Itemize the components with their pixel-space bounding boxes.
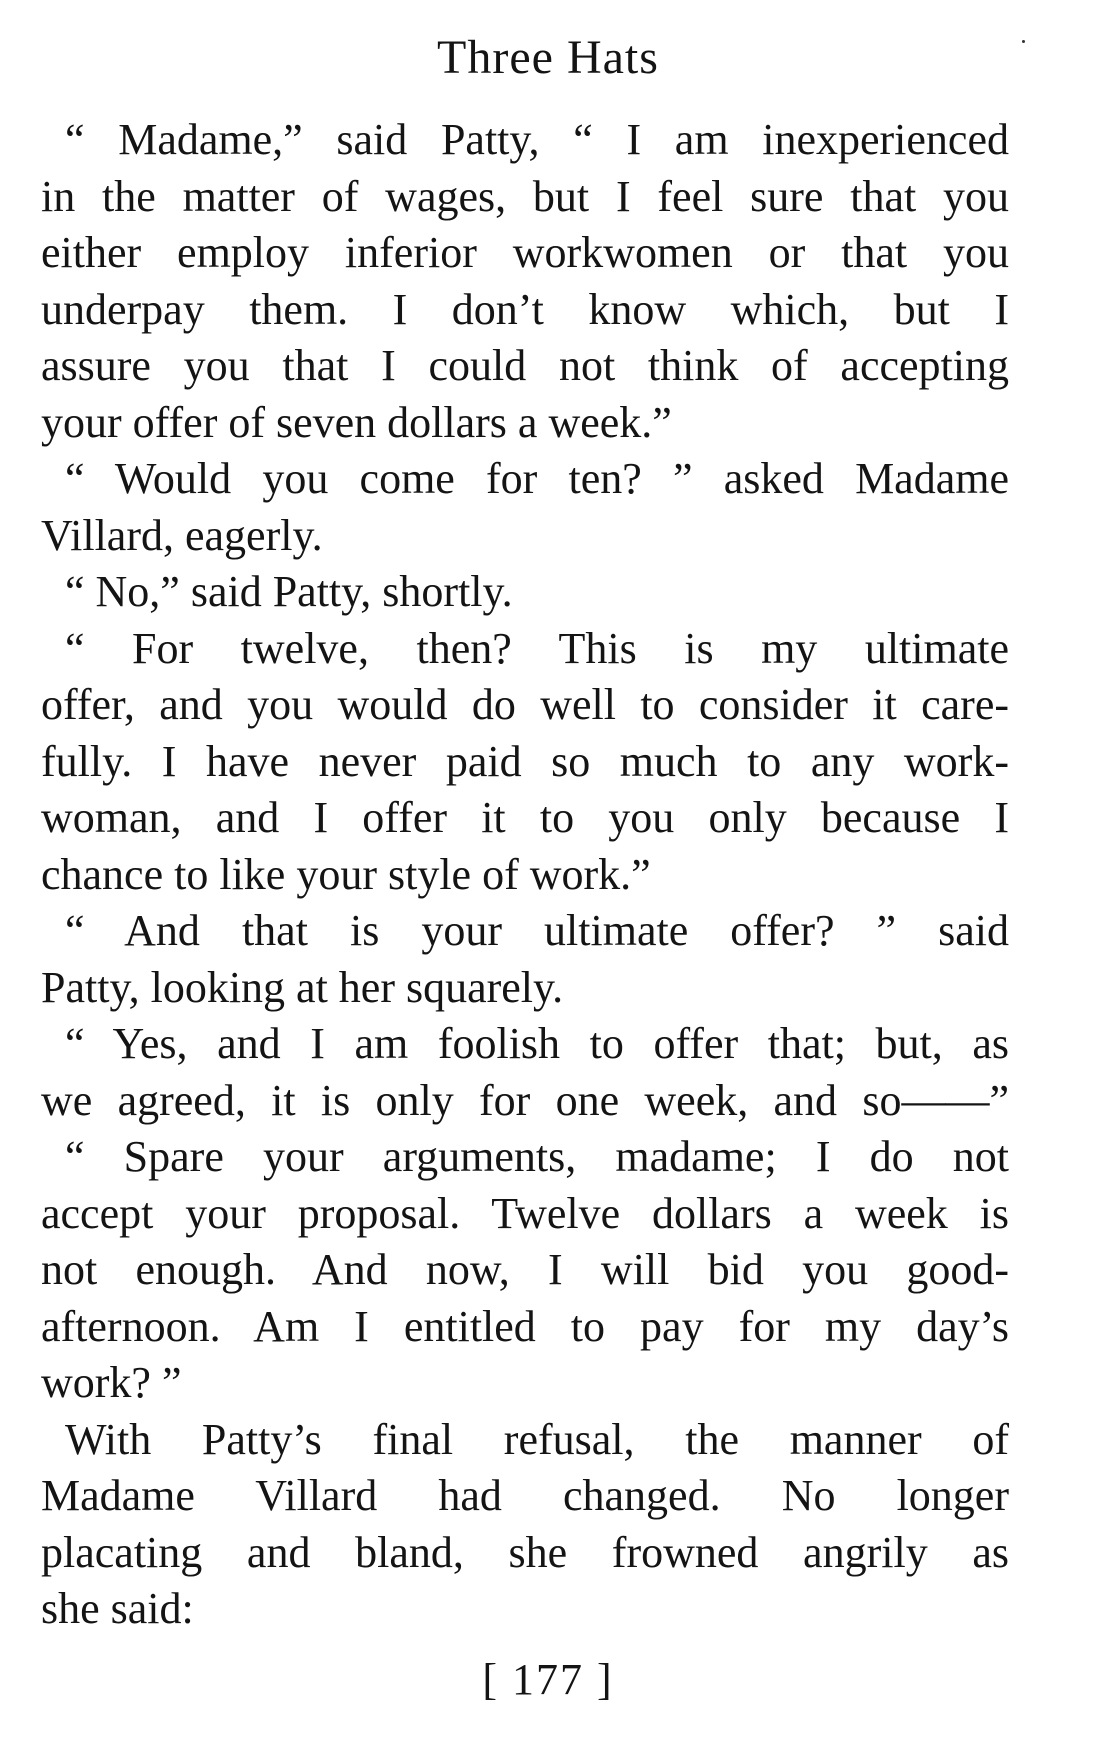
text-line: Villard, eagerly.: [41, 510, 323, 560]
text-line: With Patty’s final refusal, the manner of: [65, 1414, 1009, 1464]
print-speck: [1022, 40, 1025, 43]
text-line: “ And that is your ultimate offer? ” said: [65, 906, 1009, 955]
text-line: woman, and I offer it to you only because I: [41, 793, 1009, 842]
text-line: she said:: [41, 1584, 194, 1633]
text-line: offer, and you would do well to consider it care-: [41, 680, 1009, 729]
text-line: work? ”: [41, 1358, 182, 1407]
text-line: assure you that I could not think of accepting: [41, 341, 1009, 390]
text-line: not enough. And now, I will bid you good-: [41, 1245, 1009, 1294]
text-line: “ Madame,” said Patty, “ I am inexperienced: [65, 115, 1009, 164]
page-number: [ 177 ]: [482, 1655, 614, 1704]
text-line: either employ inferior workwomen or that you: [41, 228, 1009, 277]
text-line: “ For twelve, then? This is my ultimate: [65, 623, 1009, 673]
text-line: fully. I have never paid so much to any work-: [41, 736, 1009, 786]
body-text: [41, 112, 1009, 1638]
text-line: we agreed, it is only for one week, and so——”: [41, 1075, 1009, 1125]
text-line: afternoon. Am I entitled to pay for my day’s: [41, 1301, 1009, 1351]
text-line: chance to like your style of work.”: [41, 849, 651, 899]
text-line: “ Yes, and I am foolish to offer that; but, as: [65, 1019, 1009, 1068]
text-line: placating and bland, she frowned angrily as: [41, 1527, 1009, 1577]
text-line: your offer of seven dollars a week.”: [41, 397, 672, 447]
text-line: Patty, looking at her squarely.: [41, 962, 564, 1012]
running-head: Three Hats: [437, 31, 659, 84]
text-line: “ Would you come for ten? ” asked Madame: [65, 454, 1009, 503]
text-line: accept your proposal. Twelve dollars a week is: [41, 1188, 1009, 1238]
text-line: “ Spare your arguments, madame; I do not: [65, 1132, 1009, 1181]
text-line: in the matter of wages, but I feel sure that you: [41, 171, 1009, 221]
text-line: underpay them. I don’t know which, but I: [41, 284, 1009, 334]
text-line: “ No,” said Patty, shortly.: [65, 567, 513, 616]
text-line: Madame Villard had changed. No longer: [41, 1471, 1009, 1520]
